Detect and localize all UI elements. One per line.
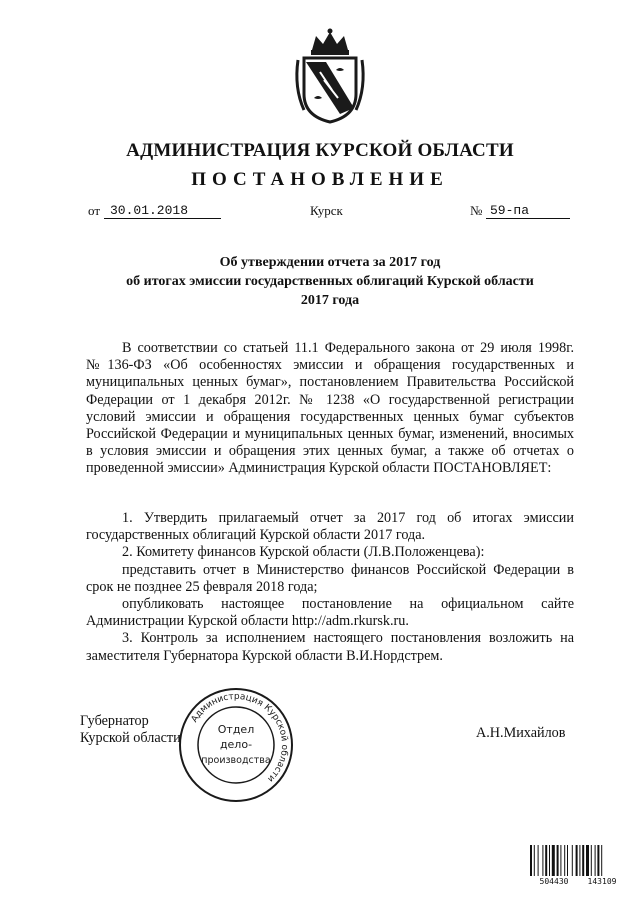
coat-of-arms-icon bbox=[290, 28, 370, 126]
document-date: 30.01.2018 bbox=[104, 203, 221, 219]
barcode bbox=[530, 845, 626, 885]
date-label: от bbox=[88, 203, 101, 218]
document-city: Курск bbox=[310, 203, 343, 218]
signatory-title-line: Курской области bbox=[80, 730, 181, 746]
number-label: № bbox=[470, 203, 483, 218]
signatory-title bbox=[80, 713, 181, 747]
resolution-item: 1. Утвердить прилагаемый отчет за 2017 год об итогах эмиссии государственных облигаций Курской области 2017 года. bbox=[86, 510, 574, 544]
document-type: ПОСТАНОВЛЕНИЕ bbox=[191, 169, 449, 190]
title-line: об итогах эмиссии государственных облигаций Курской области bbox=[126, 274, 534, 289]
resolution-item: 2. Комитету финансов Курской области (Л.В.Положенцева): bbox=[122, 544, 485, 561]
title-line: 2017 года bbox=[300, 293, 360, 308]
barcode-left-number: 504430 bbox=[539, 877, 569, 885]
barcode-bars bbox=[530, 845, 602, 876]
signatory-name: А.Н.Михайлов bbox=[476, 725, 566, 741]
stamp-line: Отдел bbox=[217, 723, 255, 736]
title-line: Об утверждении отчета за 2017 год bbox=[219, 255, 441, 270]
resolution-item: представить отчет в Министерство финансов Российской Федерации в срок не позднее 25 февраля 2018 года; bbox=[86, 561, 574, 595]
stamp-line: дело- bbox=[219, 738, 253, 751]
stamp-line: производства bbox=[201, 755, 271, 766]
document-number: 59-па bbox=[486, 203, 570, 219]
preamble bbox=[86, 340, 574, 478]
signatory-title-line: Губернатор bbox=[80, 713, 149, 729]
resolution-item: опубликовать настоящее постановление на официальном сайте Администрации Курской области http://adm.rkursk.ru. bbox=[86, 596, 574, 630]
document-title bbox=[90, 253, 570, 310]
stamp-ring-text: Администрация Курской области bbox=[189, 691, 290, 784]
barcode-right-number: 143109 bbox=[587, 877, 617, 885]
resolution-items bbox=[86, 510, 574, 665]
office-stamp bbox=[176, 685, 296, 805]
organization-name: АДМИНИСТРАЦИЯ КУРСКОЙ ОБЛАСТИ bbox=[126, 140, 514, 161]
preamble-text: В соответствии со статьей 11.1 Федерального закона от 29 июля 1998г. №136-ФЗ «Об особенностях эмиссии и обращения государственных и муниципальных ценных бумаг», постановлением Правительства Российской Федерации от 1 декабря 2012г. № 1238 «О государственной регистрации условий эмиссии и обращения государственных ценных бумаг субъектов Российской Федерации и муниципальных ценных бумаг, изменений, вносимых в условия эмиссии и обращения этих ценных бумаг, а также об отчетах о проведенной эмиссии» Администрация Курской области ПОСТАНОВЛЯЕТ: bbox=[86, 340, 574, 477]
resolution-item: 3. Контроль за исполнением настоящего постановления возложить на заместителя Губернатора Курской области В.И.Нордстрем. bbox=[86, 630, 574, 664]
